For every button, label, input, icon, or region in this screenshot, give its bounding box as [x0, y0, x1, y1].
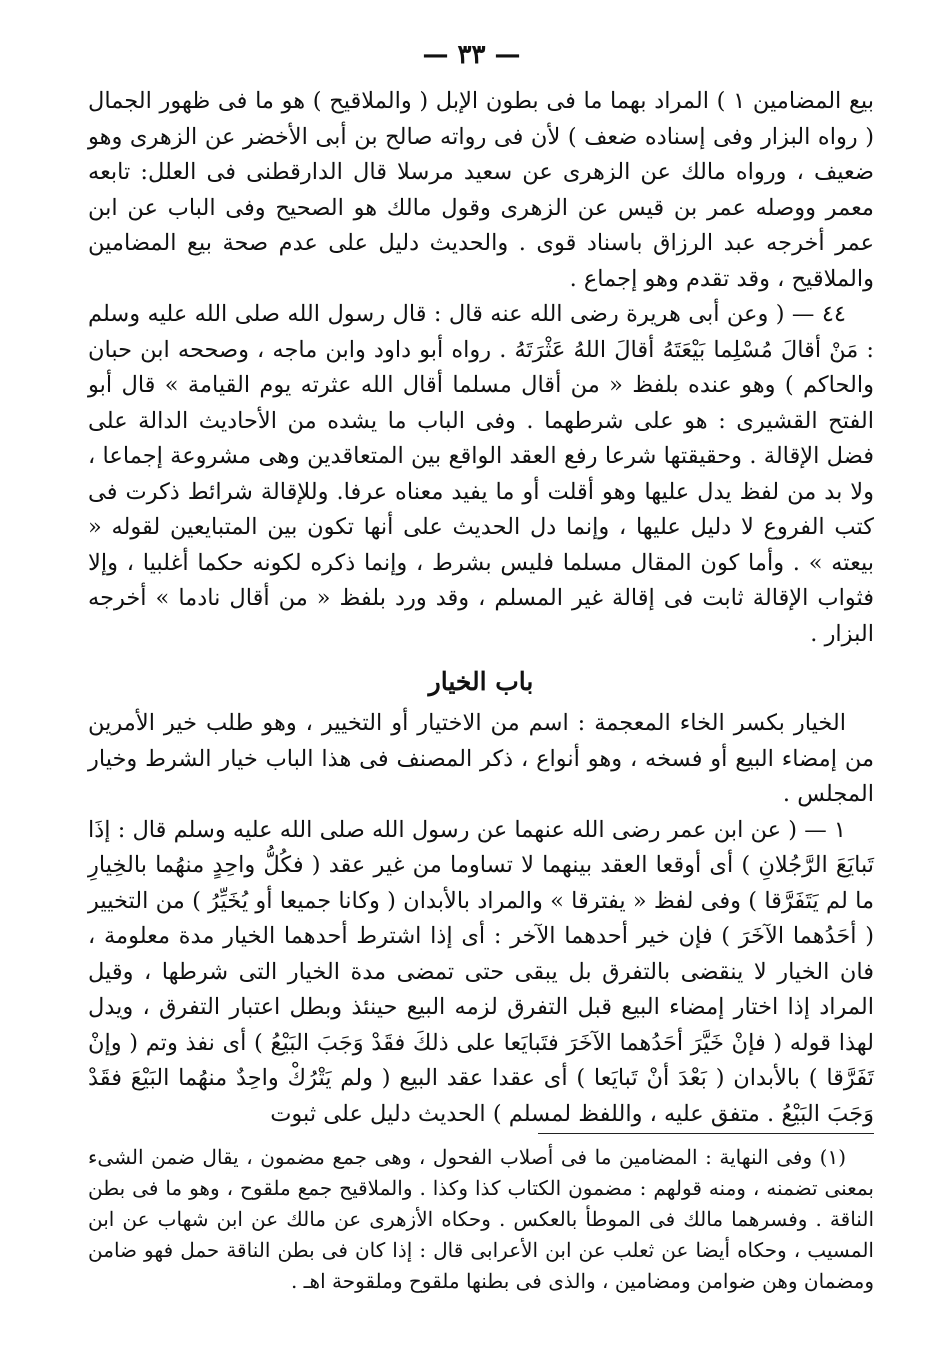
- paragraph-hadith-1: ١ — ( عن ابن عمر رضى الله عنهما عن رسول الله صلى الله عليه وسلم قال : إذَا تَبايَعَ الرَّجُلانِ ) أى أوقعا العقد بينهما لا تساوما من غير عقد ( فكُلُّ واحِدٍ منهُما بالخِيارِ ما لم يَتَفَرَّقا ) وفى لفظ « يفترقا » والمراد بالأبدان ( وكانا جميعا أو يُخَيِّرُ ) من التخيير ( أحَدُهما الآخَرَ ) فإن خير أحدهما الآخر : أى إذا اشترط أحدهما الخيار مدة معلومة ، فان الخيار لا ينقضى بالتفرق بل يبقى حتى تمضى مدة الخيار التى شرطها ، وقيل المراد إذا اختار إمضاء البيع قبل التفرق لزمه البيع حينئذ وبطل اعتبار التفرق ، ويدل لهذا قوله ( فإنْ خَيَّرَ أحَدُهما الآخَرَ فتَبايَعا على ذلكَ فقَدْ وَجَبَ البَيْعُ ) أى نفذ وتم ( وإنْ تَفَرَّقا ) بالأبدان ( بَعْدَ أنْ تَبايَعا ) أى عقدا عقد البيع ( ولم يَتْرُكْ واحِدٌ منهُما البَيْعَ فقَدْ وَجَبَ البَيْعُ . متفق عليه ، واللفظ لمسلم ) الحديث دليل على ثبوت: [88, 816, 874, 1127]
- footnotes: [88, 1142, 874, 1297]
- paragraph-mudamin: بيع المضامين ١ ) المراد بهما ما فى بطون الإبل ( والملاقيح ) هو ما فى ظهور الجمال ( رواه البزار وفى إسناده ضعف ) لأن فى رواته صالح بن أبى الأخضر عن الزهرى وهو ضعيف ، ورواه مالك عن الزهرى عن سعيد مرسلا قال الدارقطنى فى العلل: تابعه معمر ووصله عمر بن قيس عن الزهرى وقول مالك هو الصحيح وفى الباب عن ابن عمر أخرجه عبد الرزاق باسناد قوى . والحديث دليل على عدم صحة بيع المضامين والملاقيح ، وقد تقدم وهو إجماع .: [88, 88, 874, 292]
- section-heading: باب الخيار: [428, 667, 534, 696]
- footnote-1: (١) وفى النهاية : المضامين ما فى أصلاب الفحول ، وهى جمع مضمون ، يقال ضمن الشىء بمعنى تضمنه ، ومنه قولهم : مضمون الكتاب كذا وكذا . والملاقيح جمع ملقوح ، وهو ما فى بطن الناقة . وفسرهما مالك فى الموطأ بالعكس . وحكاه الأزهرى عن مالك عن ابن شهاب عن ابن المسيب ، وحكاه أيضا عن ثعلب عن ابن الأعرابى قال : إذا كان فى بطن الناقة حمل فهو ضامن ومضمان وهن ضوامن ومضامين ، والذى فى بطنها ملقوح وملقوحة اهـ .: [88, 1145, 874, 1293]
- page-number: — ٣٣ —: [422, 40, 521, 70]
- main-text: [88, 84, 874, 1132]
- paragraph-khiyar-definition: الخيار بكسر الخاء المعجمة : اسم من الاختيار أو التخيير ، وهو طلب خير الأمرين من إمضاء البيع أو فسخه ، وهو أنواع ، ذكر المصنف فى هذا الباب خيار الشرط وخيار المجلس .: [88, 710, 874, 807]
- footnote-divider: [538, 1133, 874, 1134]
- paragraph-hadith-44: ٤٤ — ( وعن أبى هريرة رضى الله عنه قال : قال رسول الله صلى الله عليه وسلم : مَنْ أقالَ مُسْلِما بَيْعَتَهُ أقالَ اللهُ عَثْرَتَهُ . رواه أبو داود وابن ماجه ، وصححه ابن حبان والحاكم ) وهو عنده بلفظ « من أقال مسلما أقال الله عثرته يوم القيامة » قال أبو الفتح القشيرى : هو على شرطهما . وفى الباب ما يشده من الأحاديث الدالة على فضل الإقالة . وحقيقتها شرعا رفع العقد الواقع بين المتعاقدين وهى مشروعة إجماعا ، ولا بد من لفظ يدل عليها وهو أقلت أو ما يفيد معناه عرفا. وللإقالة شرائط ذكرت فى كتب الفروع لا دليل عليها ، وإنما دل الحديث على أنها تكون بين المتبايعين لقوله « بيعته » . وأما كون المقال مسلما فليس بشرط ، وإنما ذكره لكونه حكما أغلبيا ، وإلا فثواب الإقالة ثابت فى إقالة غير المسلم ، وقد ورد بلفظ « من أقال نادما » أخرجه البزار .: [88, 301, 874, 647]
